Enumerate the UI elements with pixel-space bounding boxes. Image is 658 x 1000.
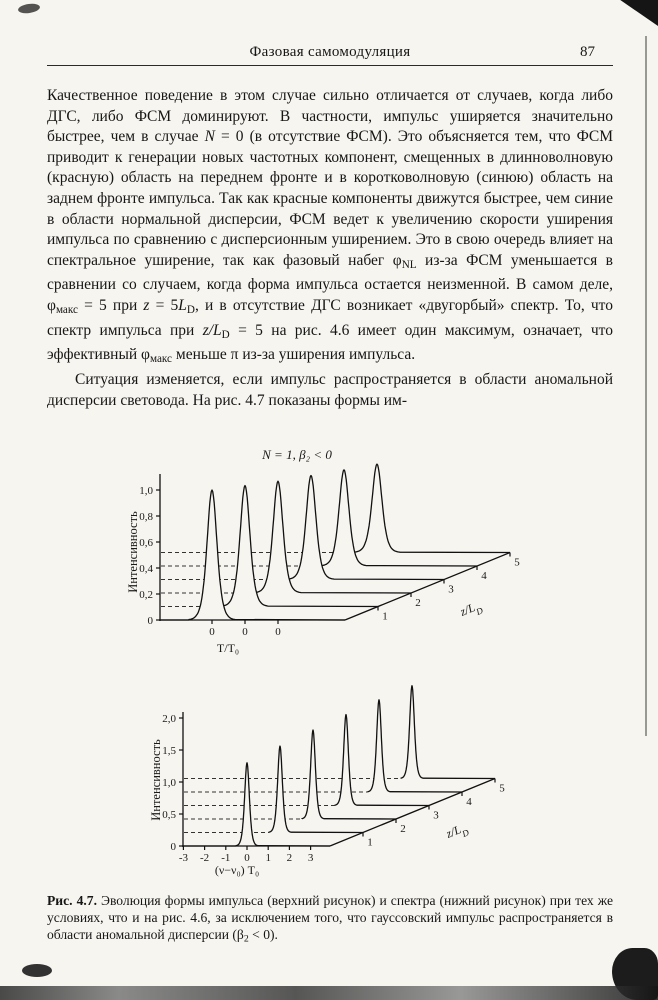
x-tick-label: 1 — [265, 852, 271, 864]
text-segment: D — [221, 328, 230, 341]
pulse-trace-z1 — [222, 486, 378, 607]
text-segment: Рис. 4.7. — [47, 893, 97, 908]
text-segment: Качественное поведение в этом случае сильно отличается от случаев, когда либо ДГС, либо ФСМ доминируют. В частности, импульс уширяется значительно быстрее, чем в случае — [47, 87, 613, 146]
running-title: Фазовая самомодуляция — [249, 44, 411, 60]
text-segment: = 5 на рис. 4.6 имеет один максимум, означает, что эффективный φ — [47, 321, 613, 364]
x-axis-label: T/T₀ — [216, 641, 240, 655]
text-segment: меньше π из-за уширения импульса. — [172, 346, 416, 364]
z-tick-label: 4 — [481, 570, 487, 582]
text-segment: Эволюция формы импульса (верхний рисунок) и спектра (нижний рисунок) при тех же условиях, что и на рис. 4.6, за исключением того, что гауссовский импульс распространяется в области аномальной дисперсии (β — [47, 893, 613, 943]
y-tick-label: 0,5 — [162, 809, 176, 821]
y-tick-label: 0,6 — [139, 537, 153, 549]
x-tick-label: -3 — [178, 852, 188, 864]
chart-1 — [126, 447, 520, 655]
z-axis — [330, 779, 495, 847]
page-number: 87 — [580, 44, 595, 60]
text-segment: = 5 при — [77, 297, 144, 315]
x-tick-label: -2 — [200, 852, 210, 864]
y-tick-label: 0,2 — [139, 589, 153, 601]
y-tick-label: 1,5 — [162, 745, 176, 757]
y-tick-label: 0,4 — [139, 563, 153, 575]
z-tick-label: 3 — [448, 583, 454, 596]
z-tick-label: 4 — [466, 796, 472, 808]
z-tick-label: 2 — [415, 597, 421, 609]
chart-title: N = 1, β₂ < 0 — [262, 447, 332, 462]
z-tick-label: 5 — [514, 556, 520, 569]
z-axis-label: $z/L_D$ — [444, 822, 471, 841]
x-tick-label: 0 — [242, 626, 248, 638]
text-segment: 2 — [243, 934, 249, 946]
z-tick-label: 1 — [382, 610, 388, 623]
pulse-trace-z5 — [354, 464, 510, 552]
text-segment: L — [178, 297, 187, 315]
text-segment: макс — [55, 304, 78, 317]
z-tick-label: 3 — [433, 809, 439, 822]
text-segment: NL — [401, 258, 417, 271]
x-tick-label: 0 — [244, 852, 250, 864]
text-segment: макс — [149, 353, 173, 366]
text-segment: , и в отсутствие ДГС возникает «двугорбый» спектр. То, что спектр импульса при — [47, 297, 613, 339]
text-segment: z — [143, 297, 150, 315]
pulse-trace-z5 — [401, 686, 495, 779]
y-tick-label: 0 — [147, 615, 153, 627]
y-tick-label: 0,8 — [139, 511, 153, 523]
text-segment: N — [204, 128, 215, 146]
y-tick-label: 2,0 — [162, 713, 176, 725]
z-tick-label: 2 — [400, 823, 406, 835]
text-segment: из-за ФСМ уменьшается в сравнении со случаем, когда форма импульса остается неизменной. В самом деле, φ — [47, 251, 613, 315]
y-tick-label: 1,0 — [139, 485, 153, 497]
y-axis-label: Интенсивность — [149, 739, 163, 821]
x-tick-label: 3 — [307, 852, 314, 864]
chart-2 — [149, 686, 505, 877]
y-axis-label: Интенсивность — [126, 511, 140, 593]
x-axis-label: (ν−ν₀) T₀ — [214, 863, 260, 877]
z-axis — [345, 553, 510, 621]
text-segment: Ситуация изменяется, если импульс распространяется в области аномальной дисперсии световода. На рис. 4.7 показаны формы им- — [47, 371, 613, 409]
x-tick-label: -1 — [221, 852, 231, 864]
text-segment: z/L — [202, 321, 222, 339]
text-segment: = 0 (в отсутствие ФСМ). Это объясняется тем, что ФСМ приводит к генерации новых частотных компонент, смещенных в длинноволновую (красную) область на переднем фронте и в коротковолновую (синюю) область на заднем фронте импульса. Так как красные компоненты движутся быстрее, чем синие в области нормальной дисперсии, ФСМ ведет к увеличению скорости уширения импульса по сравнению с дисперсионным уширением. Это в свою очередь влияет на спектральное уширение, так как фазовый набег φ — [47, 128, 614, 269]
x-tick-label: 0 — [209, 626, 215, 638]
pulse-trace-z3 — [288, 476, 444, 580]
figure-caption — [47, 892, 613, 948]
text-segment: = 5 — [149, 297, 179, 315]
z-tick-label: 5 — [499, 782, 505, 795]
text-segment: < 0). — [248, 927, 278, 943]
x-tick-label: 0 — [275, 626, 281, 638]
z-tick-label: 1 — [367, 836, 373, 849]
y-tick-label: 0 — [170, 841, 176, 853]
x-tick-label: 2 — [286, 852, 293, 864]
z-axis-label: $z/L_D$ — [458, 600, 485, 619]
text-segment: D — [186, 304, 195, 317]
y-tick-label: 1,0 — [162, 777, 176, 789]
